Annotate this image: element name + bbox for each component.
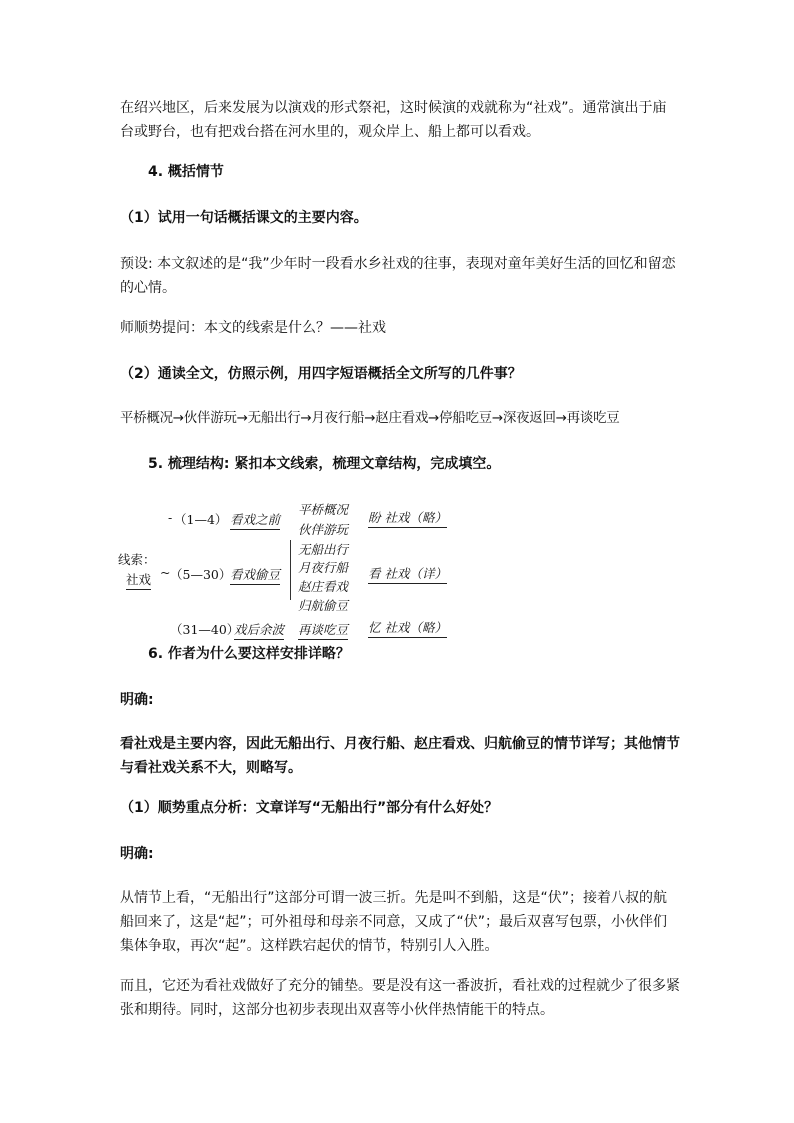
part3-event-1: 再谈吃豆 [298, 620, 348, 640]
section-4-title: 4. 概括情节 [148, 164, 224, 180]
mingque-label-2: 明确: [120, 846, 154, 862]
part2-marker: ~ [160, 565, 171, 580]
part1-event-1: 平桥概况 [298, 502, 349, 517]
question-1: （1）试用一句话概括课文的主要内容。 [120, 210, 368, 226]
part3-name: 戏后余波 [234, 620, 284, 640]
question-2: （2）通读全文，仿照示例，用四字短语概括全文所写的几件事？ [120, 366, 522, 382]
mingque-label-1: 明确: [120, 692, 154, 708]
part2-event-3: 赵庄看戏 [298, 579, 349, 594]
part1-result: 盼 社戏（略） [368, 508, 447, 528]
part2-name: 看戏偷豆 [230, 565, 280, 585]
part2-event-2: 月夜行船 [298, 560, 349, 575]
answer-6: 看社戏是主要内容，因此无船出行、月夜行船、赵庄看戏、归航偷豆的情节详写；其他情节与看社戏关系不大，则略写。 [120, 736, 680, 776]
part1-marker: - [168, 510, 173, 525]
part3-result: 忆 社戏（略） [368, 618, 447, 638]
part1-range: （1—4） [174, 512, 228, 527]
paragraph-intro: 在绍兴地区，后来发展为以演戏的形式祭祀，这时候演的戏就称为“社戏”。通常演出于庙台或野台，也有把戏台搭在河水里的，观众岸上、船上都可以看戏。 [120, 100, 667, 140]
followup-question: 师顺势提问：本文的线索是什么？——社戏 [120, 320, 386, 336]
part2-bracket [290, 540, 291, 600]
part1-event-2: 伙伴游玩 [298, 522, 349, 537]
section-6-title: 6. 作者为什么要这样安排详略？ [148, 646, 350, 662]
answer-3-part-b: 而且，它还为看社戏做好了充分的铺垫。要是没有这一番波折，看社戏的过程就少了很多紧张和期待。同时，这部分也初步表现出双喜等小伙伴热情能干的特点。 [120, 978, 680, 1018]
part3-range: （31—40） [170, 622, 240, 637]
question-3: （1）顺势重点分析：文章详写“无船出行”部分有什么好处？ [120, 800, 499, 816]
answer-3-part-a: 从情节上看，“无船出行”这部分可谓一波三折。先是叫不到船，这是“伏”；接着八叔的航船回来了，这是“起”；可外祖母和母亲不同意，又成了“伏”；最后双喜写包票，小伙伴们集体争取，再次“起”。这样跌宕起伏的情节，特别引人入胜。 [120, 890, 668, 954]
section-5-title: 5. 梳理结构: 紧扣本文线索，梳理文章结构，完成填空。 [148, 456, 501, 472]
structure-diagram [118, 500, 458, 640]
part2-event-1: 无船出行 [298, 542, 349, 557]
clue-label: 线索： [118, 552, 156, 567]
part2-range: （5—30） [170, 567, 232, 582]
part2-event-4: 归航偷豆 [298, 598, 349, 613]
part1-name: 看戏之前 [230, 510, 280, 530]
events-sequence: 平桥概况→伙伴游玩→无船出行→月夜行船→赵庄看戏→停船吃豆→深夜返回→再谈吃豆 [120, 410, 620, 426]
clue-value: 社戏 [126, 570, 151, 590]
part2-result: 看 社戏（详） [368, 564, 447, 584]
answer-1: 预设: 本文叙述的是“我”少年时一段看水乡社戏的往事，表现对童年美好生活的回忆和留恋的心情。 [120, 256, 676, 296]
